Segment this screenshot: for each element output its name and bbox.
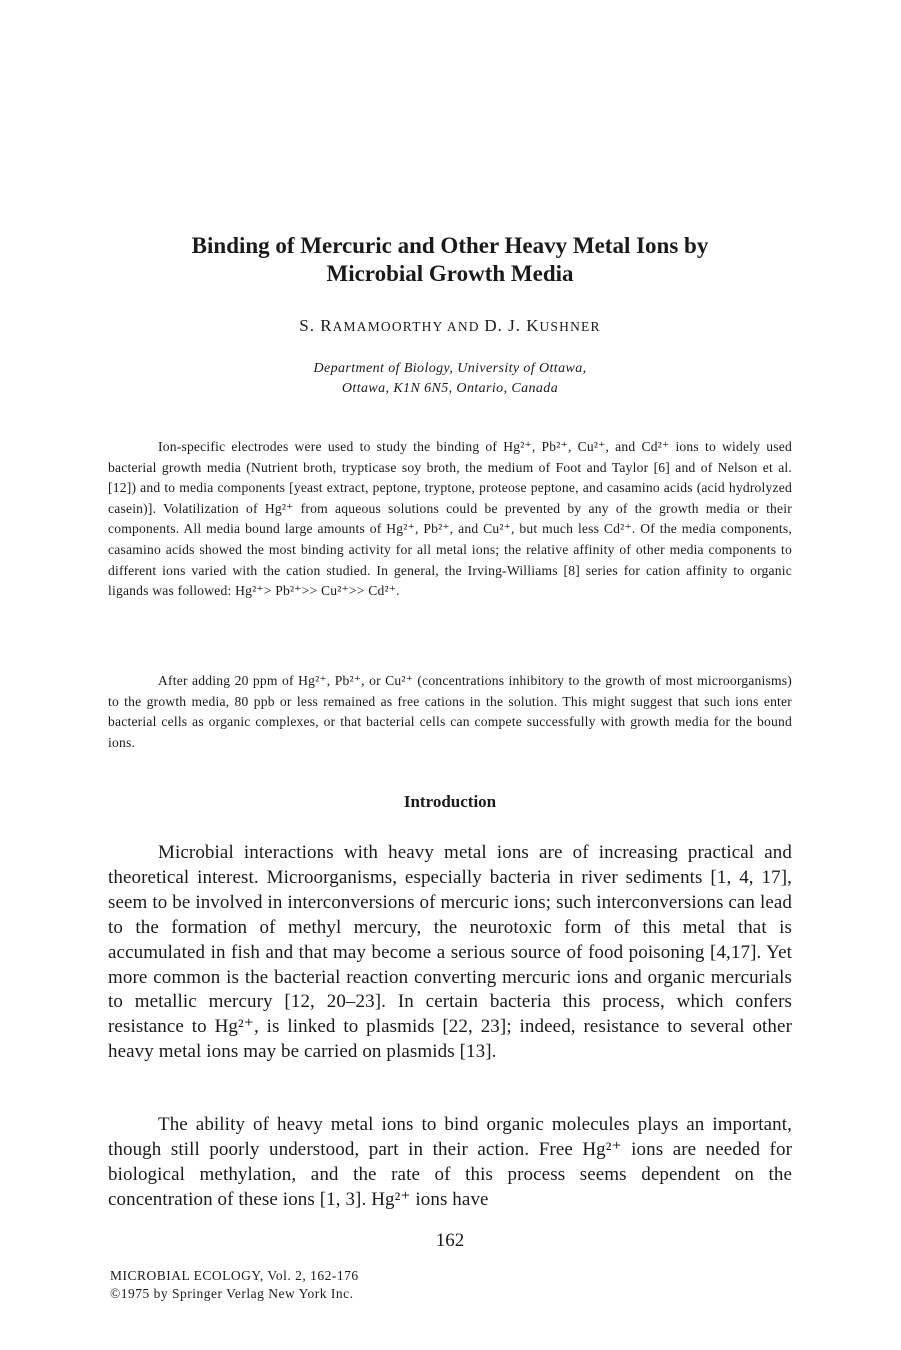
affiliation-line-1: Department of Biology, University of Ottawa, bbox=[313, 361, 587, 376]
page-number: 162 bbox=[435, 1230, 465, 1251]
author-1-initial: S. R bbox=[299, 316, 333, 335]
title-line-2: Microbial Growth Media bbox=[326, 261, 574, 286]
abstract-paragraph-1: Ion-specific electrodes were used to study the binding of Hg²⁺, Pb²⁺, Cu²⁺, and Cd²⁺ ions to widely used bacterial growth media (Nutrient broth, trypticase soy broth, the medium of Foot and Taylor [6] and of Nelson et al. [12]) and to media components [yeast extract, peptone, tryptone, proteose peptone, and casamino acids (acid hydrolyzed casein)]. Volatilization of Hg²⁺ from aqueous solutions could be prevented by any of the growth media or their components. All media bound large amounts of Hg²⁺, Pb²⁺, and Cu²⁺, but much less Cd²⁺. Of the media components, casamino acids showed the most binding activity for all metal ions; the relative affinity of other media components to different ions varied with the cation studied. In general, the Irving-Williams [8] series for cation affinity to organic ligands was followed: Hg²⁺> Pb²⁺>> Cu²⁺>> Cd²⁺. bbox=[108, 439, 792, 599]
author-conjunction: AND bbox=[443, 319, 485, 334]
journal-footer bbox=[110, 1267, 359, 1303]
abstract-paragraph-2: After adding 20 ppm of Hg²⁺, Pb²⁺, or Cu²⁺ (concentrations inhibitory to the growth of most microorganisms) to the growth media, 80 ppb or less remained as free cations in the solution. This might suggest that such ions enter bacterial cells as organic complexes, or that bacterial cells can compete successfully with growth media for the bound ions. bbox=[108, 673, 792, 750]
copyright-notice: ©1975 by Springer Verlag New York Inc. bbox=[110, 1286, 354, 1301]
section-heading-introduction: Introduction bbox=[403, 792, 497, 811]
author-2-initial: D. J. K bbox=[484, 316, 540, 335]
affiliation bbox=[110, 359, 790, 399]
author-list bbox=[110, 316, 790, 336]
introduction-paragraph-2: The ability of heavy metal ions to bind organic molecules plays an important, though still poorly understood, part in their action. Free Hg²⁺ ions are needed for biological methylation, and the rate of this process seems dependent on the concentration of these ions [1, 3]. Hg²⁺ ions have bbox=[108, 1114, 792, 1210]
affiliation-line-2: Ottawa, K1N 6N5, Ontario, Canada bbox=[341, 381, 559, 396]
title-line-1: Binding of Mercuric and Other Heavy Metal Ions by bbox=[191, 233, 709, 258]
paper-title bbox=[110, 232, 790, 288]
author-1-surname: AMAMOORTHY bbox=[332, 319, 444, 334]
introduction-paragraph-1: Microbial interactions with heavy metal ions are of increasing practical and theoretical interest. Microorganisms, especially bacteria in river sediments [1, 4, 17], seem to be involved in interconversions of mercuric ions; such interconversions can lead to the formation of methyl mercury, the neurotoxic form of this metal that is accumulated in fish and that may become a serious source of food poisoning [4,17]. Yet more common is the bacterial reaction converting mercuric ions and organic mercurials to metallic mercury [12, 20–23]. In certain bacteria this process, which confers resistance to Hg²⁺, is linked to plasmids [22, 23]; indeed, resistance to several other heavy metal ions may be carried on plasmids [13]. bbox=[108, 842, 792, 1063]
author-2-surname: USHNER bbox=[539, 319, 601, 334]
journal-citation: MICROBIAL ECOLOGY, Vol. 2, 162-176 bbox=[110, 1268, 359, 1283]
